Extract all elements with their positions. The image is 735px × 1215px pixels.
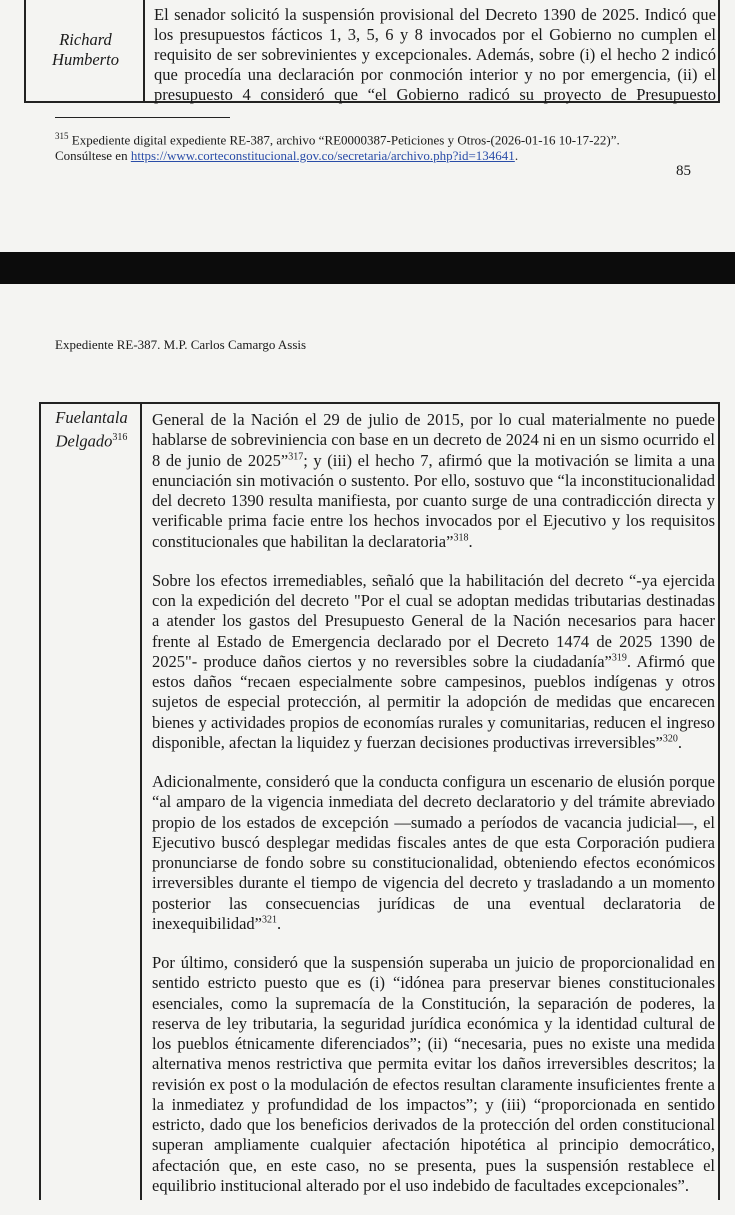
paragraph-1: General de la Nación el 29 de julio de 2015, por lo cual materialmente no puede hablarse de sobreviniencia con base en un decreto de 2024 ni en un sismo ocurrido el 8 de junio de 2025”$^{317}$; y (iii) el hecho 7, afirmó que la motivación se limita a una enunciación sin motivación o sustento. Por ello, sostuvo que “la inconstitucionalidad del decreto 1390 resulta manifiesta, por cuanto surge de una contradicción directa y verificable prima facie entre los hechos invocados por el Ejecutivo y los requisitos constitucionales que habilitan la declaratoria”$^{318}$. — [152, 410, 716, 551]
footnote-line-2: Consúltese en https://www.corteconstitucional.gov.co/secretaria/archivo.php?id=134641. — [55, 148, 519, 164]
footnote-ref: 321 — [261, 914, 277, 926]
footnote-rule — [55, 117, 230, 118]
page-separator-bar — [0, 252, 735, 284]
footnote-link[interactable]: https://www.corteconstitucional.gov.co/secretaria/archivo.php?id=134641 — [130, 148, 515, 164]
page-number: 85 — [676, 163, 691, 179]
footnote-315 — [55, 128, 715, 164]
footnote-ref: 318 — [453, 532, 469, 543]
top-cell-text — [154, 5, 716, 105]
footnote-ref: 320 — [662, 733, 678, 745]
top-text-line: que procedía una declaración por conmoción interior y no por emergencia, (ii) el — [154, 65, 716, 84]
top-text-line: requisito de ser sobrevinientes y excepcionales. Además, sobre (i) el hecho 2 indicó — [154, 45, 716, 64]
footnote-ref: 316 — [112, 432, 128, 443]
main-person-name: Fuelantala Delgado$^{316}$ — [55, 408, 128, 451]
main-name-column — [41, 404, 142, 1200]
paragraph-2: Sobre los efectos irremediables, señaló que la habilitación del decreto “-ya ejercida con la expedición del decreto "Por el cual se adoptan medidas tributarias destinadas a atender los gastos del Presupuesto General de la Nación necesarios para hacer frente al Estado de Emergencia declarado por el Decreto 1474 de 2025 1390 de 2025"- produce daños ciertos y no reversibles sobre la ciudadanía”$^{319}$. Afirmó que estos daños “recaen especialmente sobre campesinos, pueblos indígenas y otros sujetos de especial protección, al permitir la adopción de medidas que encarecen bienes y actividades propios de economías rurales y comunitarias, reducen el ingreso disponible, afectan la liquidez y fuerzan decisiones productivas irreversibles”$^{320}$. — [152, 570, 715, 752]
paragraph-4: Por último, consideró que la suspensión superaba un juicio de proporcionalidad en sentido estricto puesto que es (i) “idónea para preservar bienes constitucionales esenciales, como la supremacía de la Constitución, la separación de poderes, la reserva de ley tributaria, la seguridad jurídica económica y la identidad cultural de los pueblos étnicamente diferenciados”; (ii) “necesaria, pues no existe una medida alternativa menos restrictiva que permita evitar los daños irreversibles descritos; la revisión ex post o la modulación de efectos resultan claramente insuficientes frente a la inmediatez y profundidad de los impactos”; y (iii) “proporcionada en sentido estricto, dado que los beneficios derivados de la protección del orden constitucional superan ampliamente cualquier afectación hipotética al principio democrático, afectación que, en este caso, no se presenta, pues la suspensión restablece el equilibrio institucional alterado por el uso indebido de facultades excepcionales”. — [152, 953, 715, 1195]
footnote-ref: 319 — [611, 652, 627, 664]
top-text-line: El senador solicitó la suspensión provisional del Decreto 1390 de 2025. Indicó que — [154, 5, 716, 24]
top-text-line: presupuesto 4 consideró que “el Gobierno radicó su proyecto de Presupuesto — [154, 85, 716, 104]
top-table — [24, 0, 720, 103]
page-header: Expediente RE-387. M.P. Carlos Camargo Assis — [55, 337, 307, 352]
main-table — [39, 402, 720, 1200]
top-person-name: Richard Humberto — [52, 30, 119, 69]
top-text-line: los presupuestos fácticos 1, 3, 5, 6 y 8 invocados por el Gobierno no cumplen el — [154, 25, 716, 44]
main-cell-text — [152, 410, 715, 1215]
paragraph-3: Adicionalmente, consideró que la conducta configura un escenario de elusión porque “al amparo de la vigencia inmediata del decreto declaratorio y del trámite abreviado propio de los estados de excepción —sumado a períodos de vacancia judicial—, el Ejecutivo buscó desplegar medidas fiscales antes de que esta Corporación pudiera pronunciarse de fondo sobre su constitucionalidad, obteniendo efectos económicos irreversibles durante el tiempo de vigencia del decreto y trasladando a un momento posterior las consecuencias jurídicas de una eventual declaratoria de inexequibilidad”$^{321}$. — [152, 772, 715, 933]
footnote-ref: 317 — [288, 451, 304, 462]
footnote-line-1: $^{315}$ Expediente digital expediente RE-387, archivo “RE0000387-Peticiones y Otros-(2026-01-16 10-17-22)”. — [55, 131, 620, 148]
